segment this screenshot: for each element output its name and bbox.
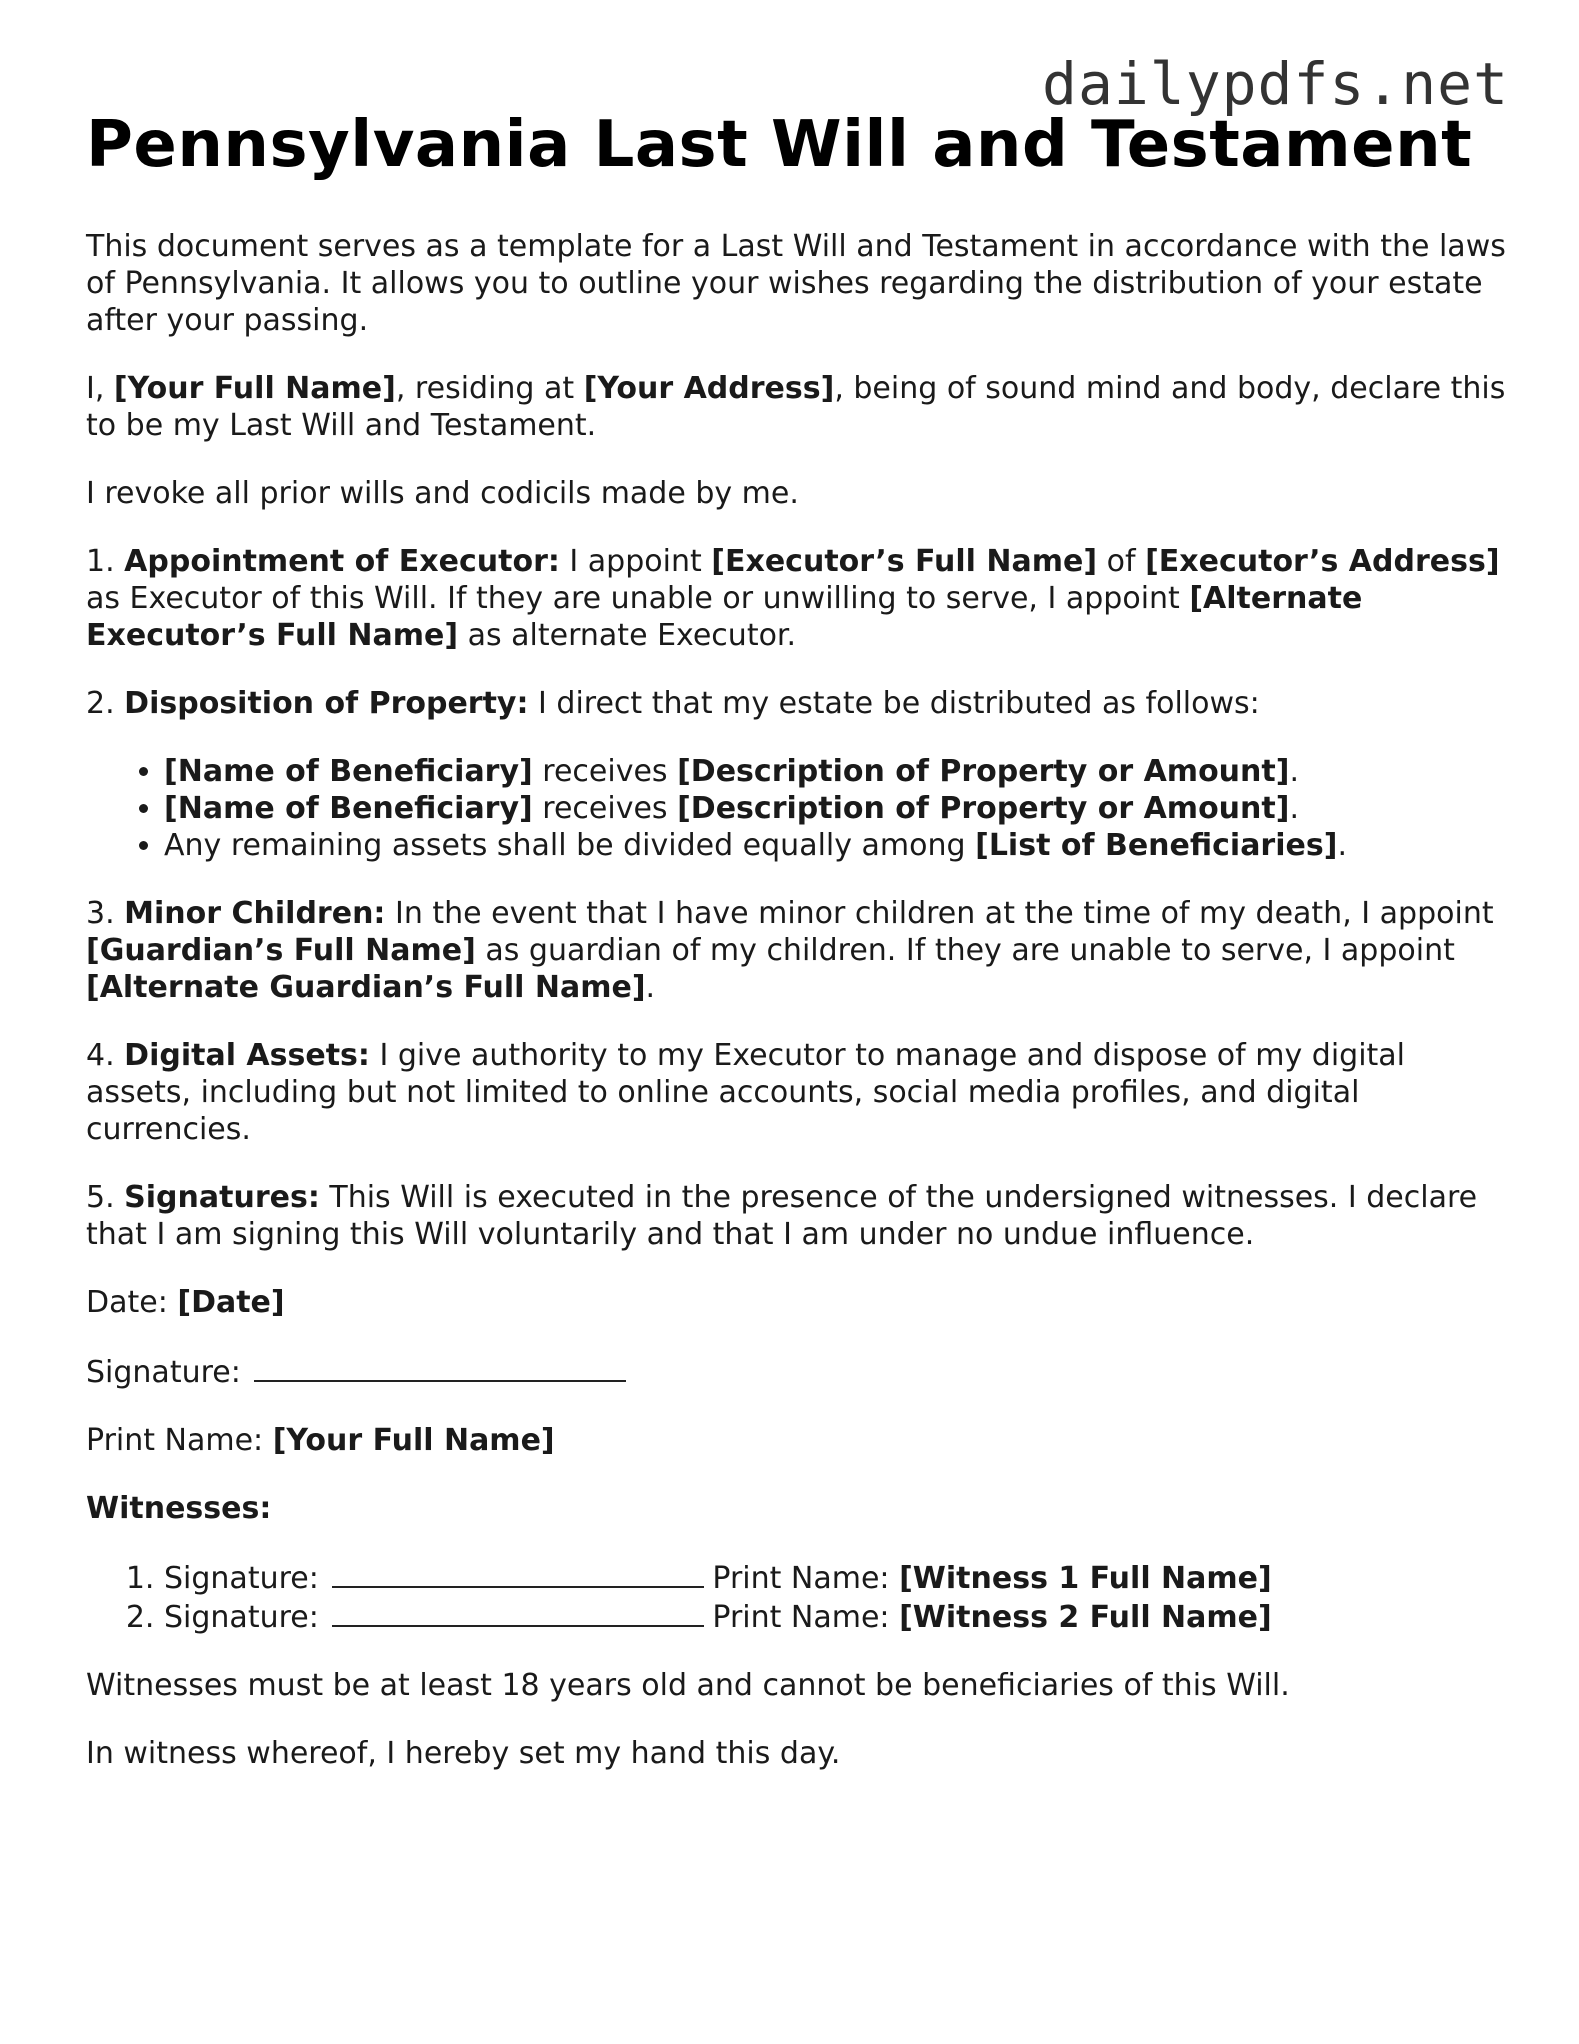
witnesses-heading: Witnesses: xyxy=(86,1491,272,1526)
list-item: 1. Signature: Print Name: [Witness 1 Full Name] xyxy=(164,1558,1506,1597)
declaration-paragraph: I, [Your Full Name], residing at [Your Address], being of sound mind and body, declare this to be my Last Will and Testament. xyxy=(86,371,1506,443)
closing-statement: In witness whereof, I hereby set my hand this day. xyxy=(86,1736,841,1771)
print-name-line: Print Name: [Your Full Name] xyxy=(86,1423,555,1458)
section-minor-children: 3. Minor Children: In the event that I have minor children at the time of my death, I appoint [Guardian’s Full Name] as guardian of my children. If they are unable to serve, I appoint [Alternate Guardian’s Full Name]. xyxy=(86,896,1494,1005)
witness-signature-field[interactable] xyxy=(332,1597,704,1627)
section-digital-assets: 4. Digital Assets: I give authority to my Executor to manage and dispose of my digital assets, including but not limited to online accounts, social media profiles, and digital currencies. xyxy=(86,1038,1406,1147)
witness-name-placeholder: [Witness 1 Full Name] xyxy=(899,1561,1272,1596)
witness-signature-field[interactable] xyxy=(332,1558,704,1588)
intro-paragraph: This document serves as a template for a Last Will and Testament in accordance with the laws of Pennsylvania. It allows you to outline your wishes regarding the distribution of your estate after your passing. xyxy=(86,229,1506,338)
section-heading: Digital Assets: xyxy=(124,1038,370,1073)
section-heading: Disposition of Property: xyxy=(124,686,529,721)
testator-address-placeholder: [Your Address] xyxy=(583,371,835,406)
section-executor: 1. Appointment of Executor: I appoint [Executor’s Full Name] of [Executor’s Address] as Executor of this Will. If they are unable or unwilling to serve, I appoint [Alternate Executor’s Full Name] as alternate Executor. xyxy=(86,544,1500,653)
witness-list xyxy=(86,1558,1506,1636)
list-item: • [Name of Beneficiary] receives [Description of Property or Amount]. xyxy=(164,753,1506,790)
section-signatures: 5. Signatures: This Will is executed in the presence of the undersigned witnesses. I declare that I am signing this Will voluntarily and that I am under no undue influence. xyxy=(86,1180,1478,1252)
alternate-executor-placeholder: [Alternate Executor’s Full Name] xyxy=(86,581,1363,653)
witness-requirement-note: Witnesses must be at least 18 years old and cannot be beneficiaries of this Will. xyxy=(86,1668,1290,1703)
signature-line: Signature: xyxy=(86,1352,1506,1391)
executor-address-placeholder: [Executor’s Address] xyxy=(1145,544,1500,579)
section-heading: Signatures: xyxy=(124,1180,320,1215)
document-body xyxy=(86,108,1506,1803)
print-name-placeholder: [Your Full Name] xyxy=(272,1423,555,1458)
revocation-paragraph: I revoke all prior wills and codicils made by me. xyxy=(86,476,799,511)
guardian-name-placeholder: [Guardian’s Full Name] xyxy=(86,933,476,968)
executor-name-placeholder: [Executor’s Full Name] xyxy=(711,544,1098,579)
section-heading: Appointment of Executor: xyxy=(124,544,560,579)
list-item: • Any remaining assets shall be divided equally among [List of Beneficiaries]. xyxy=(164,827,1506,864)
page-title: Pennsylvania Last Will and Testament xyxy=(86,108,1473,182)
date-placeholder: [Date] xyxy=(177,1285,285,1320)
section-property: 2. Disposition of Property: I direct that my estate be distributed as follows: xyxy=(86,686,1260,721)
beneficiary-list xyxy=(86,753,1506,864)
witness-name-placeholder: [Witness 2 Full Name] xyxy=(899,1600,1272,1635)
watermark: dailypdfs.net xyxy=(1042,50,1509,118)
alternate-guardian-placeholder: [Alternate Guardian’s Full Name] xyxy=(86,970,646,1005)
list-item: • [Name of Beneficiary] receives [Description of Property or Amount]. xyxy=(164,790,1506,827)
list-item: 2. Signature: Print Name: [Witness 2 Full Name] xyxy=(164,1597,1506,1636)
date-line: Date: [Date] xyxy=(86,1285,285,1320)
section-heading: Minor Children: xyxy=(124,896,386,931)
signature-field[interactable] xyxy=(254,1352,626,1382)
testator-name-placeholder: [Your Full Name] xyxy=(113,371,396,406)
